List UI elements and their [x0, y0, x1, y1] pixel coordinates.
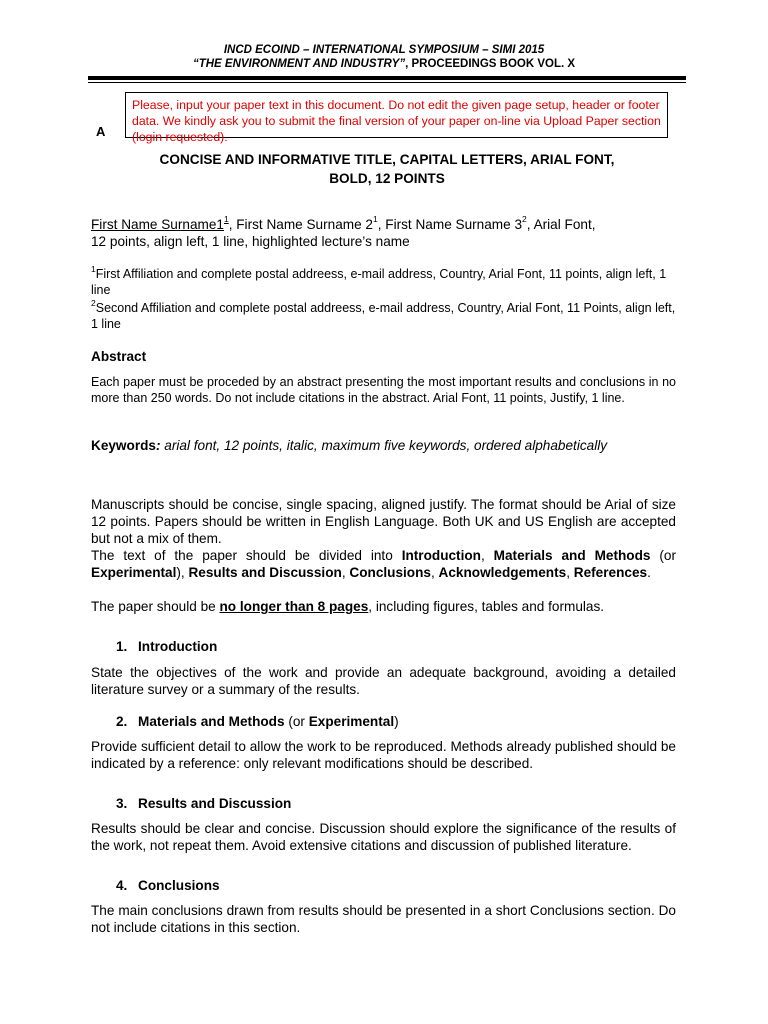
keywords-colon: :	[155, 438, 161, 453]
p2-acknowledgements: Acknowledgements	[438, 565, 567, 580]
section-1-title: Introduction	[138, 639, 218, 654]
author-list	[91, 216, 676, 250]
affiliation-2	[91, 297, 676, 332]
section-heading-results-discussion	[116, 796, 291, 811]
p2-experimental: Experimental	[91, 565, 177, 580]
p2-text-g: ),	[176, 565, 189, 580]
body-paragraph-1: Manuscripts should be concise, single spacing, aligned justify. The format should be Arial of size 12 points. Papers should be written in English Language. Both UK and US English are accepted but not a mix of them.	[91, 497, 676, 546]
abstract-text: Each paper must be proceded by an abstract presenting the most important results and conclusions in no more than 250 words. Do not include citations in the abstract. Arial Font, 11 points, Justify, 1 line.	[91, 375, 676, 405]
affiliation-1-text: First Affiliation and complete postal addreess, e-mail address, Country, Arial Font, 11 points, align left, 1 line	[91, 267, 667, 297]
section-2-number: 2.	[116, 714, 128, 729]
author-3-sup: 2	[522, 214, 527, 225]
p2-text-e: (or	[650, 548, 676, 563]
p3-text-a: The paper should be	[91, 599, 220, 614]
section-3-text: Results should be clear and concise. Discussion should explore the significance of the results of the work, not repeat them. Avoid extensive citations and discussion of published literature.	[91, 821, 676, 853]
affiliation-2-text: Second Affiliation and complete postal addreess, e-mail address, Country, Arial Font, 11 Points, align left, 1 line	[91, 301, 676, 331]
notice-marker: A	[96, 124, 106, 139]
body-paragraph-3	[91, 598, 676, 615]
p2-conclusions: Conclusions	[349, 565, 431, 580]
affiliation-2-sup: 2	[91, 297, 96, 308]
running-header-rest: , PROCEEDINGS BOOK VOL. X	[405, 58, 576, 70]
p2-text-a: The text of the paper should be divided into	[91, 548, 402, 563]
p2-text-m: ,	[566, 565, 574, 580]
abstract-heading: Abstract	[91, 349, 147, 364]
p2-results-discussion: Results and Discussion	[188, 565, 342, 580]
section-2-title: Materials and Methods	[138, 714, 285, 729]
section-heading-conclusions	[116, 878, 220, 893]
section-1-number: 1.	[116, 639, 128, 654]
keywords-label: Keywords	[91, 438, 156, 453]
p2-references: References	[573, 565, 648, 580]
running-header-line1: INCD ECOIND – INTERNATIONAL SYMPOSIUM – SIMI 2015	[223, 44, 545, 56]
author-2-sup: 1	[373, 214, 378, 225]
section-heading-introduction	[116, 639, 217, 654]
author-list-tail: , Arial Font,	[526, 217, 596, 232]
running-header-quote: “THE ENVIRONMENT AND INDUSTRY”	[192, 58, 406, 70]
header-rule-thin	[88, 82, 686, 83]
p2-text-i: ,	[341, 565, 350, 580]
section-3-title: Results and Discussion	[138, 796, 292, 811]
section-2-title-end: )	[394, 714, 399, 729]
p2-introduction: Introduction	[401, 548, 481, 563]
keywords-text: arial font, 12 points, italic, maximum five keywords, ordered alphabetically	[160, 438, 608, 453]
affiliation-1-sup: 1	[91, 263, 96, 274]
header-rule-thick	[88, 76, 686, 80]
keywords	[91, 437, 676, 454]
p2-text-k: ,	[430, 565, 439, 580]
p3-text-c: , including figures, tables and formulas.	[368, 599, 605, 614]
p2-text-c: ,	[480, 548, 494, 563]
running-header-line2	[0, 57, 768, 71]
instruction-notice: Please, input your paper text in this document. Do not edit the given page setup, header or footer data. We kindly ask you to submit the final version of your paper on-line via Upload Paper section (login requested).	[125, 92, 668, 138]
section-3-number: 3.	[116, 796, 128, 811]
section-4-text: The main conclusions drawn from results should be presented in a short Conclusions section. Do not include citations in this section.	[91, 903, 676, 935]
section-4-title: Conclusions	[138, 878, 220, 893]
section-2-title-mid: (or	[284, 714, 309, 729]
p2-materials-methods: Materials and Methods	[493, 548, 651, 563]
paper-title-line2: BOLD, 12 POINTS	[329, 171, 445, 186]
body-paragraph-2	[91, 547, 676, 581]
section-2-text: Provide sufficient detail to allow the work to be reproduced. Methods already published should be indicated by a reference: only relevant modifications should be described.	[91, 739, 676, 771]
section-1-text: State the objectives of the work and provide an adequate background, avoiding a detailed literature survey or a summary of the results.	[91, 665, 676, 697]
paper-title	[88, 150, 686, 188]
affiliation-1	[91, 263, 676, 298]
author-3-name: , First Name Surname 3	[377, 217, 523, 232]
paper-title-line1: CONCISE AND INFORMATIVE TITLE, CAPITAL LETTERS, ARIAL FONT,	[159, 152, 615, 167]
section-heading-materials-methods	[116, 714, 399, 729]
author-list-line2: 12 points, align left, 1 line, highlighted lecture’s name	[91, 234, 410, 249]
section-4-number: 4.	[116, 878, 128, 893]
author-1-sup: 1	[223, 214, 229, 225]
section-2-title-extra: Experimental	[308, 714, 395, 729]
p3-page-limit: no longer than 8 pages	[219, 599, 369, 614]
p2-text-o: .	[647, 565, 651, 580]
author-2-name: , First Name Surname 2	[228, 217, 373, 232]
author-1-name: First Name Surname1	[91, 217, 224, 232]
